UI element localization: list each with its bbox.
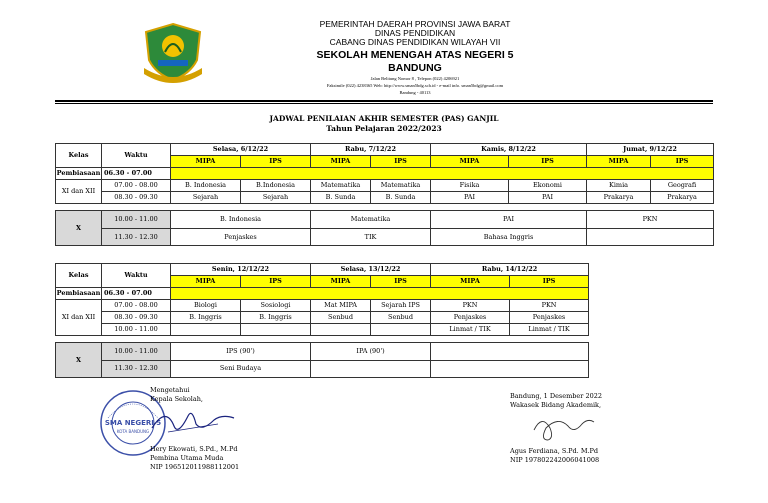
headmaster-rank: Pembina Utama Muda <box>150 454 224 462</box>
subject-cell: Ekonomi <box>509 180 587 192</box>
stream-ips: IPS <box>510 276 589 288</box>
letterhead-divider-thin <box>55 103 713 104</box>
time-cell: 06.30 - 07.00 <box>102 168 171 180</box>
letterhead-contact: Faksimile (022) 4238365 Web: http://www.sman5bdg.sch.id - e-mail info. sman5bdg@gmail.com <box>326 83 504 88</box>
day-header: Selasa, 6/12/22 <box>171 144 311 156</box>
pembiasaan-label: Pembiasaan <box>56 168 102 180</box>
stream-mipa: MIPA <box>171 156 241 168</box>
header-waktu: Waktu <box>102 144 171 168</box>
subject-cell: PAI <box>509 192 587 204</box>
subject-cell: B. Inggris <box>241 312 311 324</box>
subject-cell: Senbud <box>371 312 431 324</box>
stream-mipa: MIPA <box>431 276 510 288</box>
vice-principal-title: Wakasek Bidang Akademik, <box>510 401 602 409</box>
headmaster-name: Hery Ekowati, S.Pd., M.Pd <box>150 445 238 453</box>
subject-cell <box>241 324 311 336</box>
schedule-table-week2 <box>55 263 589 378</box>
subject-cell: Mat MIPA <box>311 300 371 312</box>
headmaster-signature <box>148 402 238 438</box>
time-cell: 11.30 - 12.30 <box>102 229 171 246</box>
time-cell: 08.30 - 09.30 <box>102 192 171 204</box>
subject-cell: IPA (90') <box>311 343 431 361</box>
subject-cell <box>587 229 714 246</box>
day-header: Rabu, 7/12/22 <box>311 144 431 156</box>
subject-cell <box>311 360 431 378</box>
subject-cell <box>431 343 589 361</box>
subject-cell: Sejarah <box>241 192 311 204</box>
subject-cell <box>171 324 241 336</box>
time-cell: 10.00 - 11.00 <box>102 211 171 229</box>
stream-ips: IPS <box>651 156 714 168</box>
time-cell: 08.30 - 09.30 <box>102 312 171 324</box>
subject-cell: B. Indonesia <box>171 211 311 229</box>
letterhead-government: PEMERINTAH DAERAH PROVINSI JAWA BARAT <box>319 19 511 29</box>
day-header: Kamis, 8/12/22 <box>431 144 587 156</box>
acknowledgement-label: Mengetahui <box>150 386 190 394</box>
class-label: X <box>56 211 102 246</box>
stream-ips: IPS <box>241 276 311 288</box>
subject-cell: Bahasa Inggris <box>431 229 587 246</box>
stream-ips: IPS <box>241 156 311 168</box>
left-signatory-block <box>150 445 239 472</box>
subject-cell: B. Indonesia <box>171 180 241 192</box>
subject-cell <box>311 324 371 336</box>
stream-ips: IPS <box>371 276 431 288</box>
west-java-emblem-logo <box>140 22 206 84</box>
subject-cell: IPS (90') <box>171 343 311 361</box>
time-cell: 07.00 - 08.00 <box>102 300 171 312</box>
subject-cell: Linmat / TIK <box>510 324 589 336</box>
right-signature-block <box>510 392 602 410</box>
subject-cell: B. Sunda <box>311 192 371 204</box>
header-waktu: Waktu <box>102 264 171 288</box>
letterhead-branch: CABANG DINAS PENDIDIKAN WILAYAH VII <box>329 37 501 47</box>
letterhead-city: BANDUNG <box>388 62 442 74</box>
header-kelas: Kelas <box>56 264 102 288</box>
subject-cell: Linmat / TIK <box>431 324 510 336</box>
subject-cell <box>431 360 589 378</box>
letterhead-school: SEKOLAH MENENGAH ATAS NEGERI 5 <box>316 49 514 61</box>
subject-cell: Fisika <box>431 180 509 192</box>
letterhead-divider <box>55 100 713 102</box>
subject-cell: Penjaskes <box>510 312 589 324</box>
subject-cell: Senbud <box>311 312 371 324</box>
subject-cell: Geografi <box>651 180 714 192</box>
day-header: Selasa, 13/12/22 <box>311 264 431 276</box>
subject-cell: Prakarya <box>587 192 651 204</box>
subject-cell: Biologi <box>171 300 241 312</box>
subject-cell: Matematika <box>371 180 431 192</box>
time-cell: 06.30 - 07.00 <box>102 288 171 300</box>
svg-text:SMA NEGERI 5: SMA NEGERI 5 <box>104 419 162 427</box>
time-cell: 07.00 - 08.00 <box>102 180 171 192</box>
subject-cell: Seni Budaya <box>171 360 311 378</box>
subject-cell: PKN <box>587 211 714 229</box>
headmaster-title: Kepala Sekolah, <box>150 395 203 403</box>
class-label: X <box>56 343 102 378</box>
document-title: JADWAL PENILAIAN AKHIR SEMESTER (PAS) GANJIL <box>269 114 499 123</box>
subject-cell: Kimia <box>587 180 651 192</box>
day-header: Senin, 12/12/22 <box>171 264 311 276</box>
right-signatory-block <box>510 447 599 465</box>
subject-cell: Sosiologi <box>241 300 311 312</box>
stream-mipa: MIPA <box>171 276 241 288</box>
day-header: Jumat, 9/12/22 <box>587 144 714 156</box>
subject-cell: Sejarah IPS <box>371 300 431 312</box>
letterhead-address: Jalan Belitung Nomor 8 , Telepon (022) 4206921 <box>370 76 460 81</box>
subject-cell: Matematika <box>311 211 431 229</box>
subject-cell: PKN <box>510 300 589 312</box>
subject-cell: Penjaskes <box>431 312 510 324</box>
class-label: XI dan XII <box>56 300 102 336</box>
day-header: Rabu, 14/12/22 <box>431 264 589 276</box>
subject-cell: PKN <box>431 300 510 312</box>
pembiasaan-label: Pembiasaan <box>56 288 102 300</box>
subject-cell: Prakarya <box>651 192 714 204</box>
stream-ips: IPS <box>371 156 431 168</box>
time-cell: 10.00 - 11.00 <box>102 324 171 336</box>
stream-ips: IPS <box>509 156 587 168</box>
stream-mipa: MIPA <box>311 156 371 168</box>
class-label: XI dan XII <box>56 180 102 204</box>
left-signature-block <box>150 386 203 404</box>
headmaster-nip: NIP 196512011988112001 <box>150 463 240 471</box>
subject-cell: PAI <box>431 211 587 229</box>
pembiasaan-bar <box>171 288 589 300</box>
stream-mipa: MIPA <box>431 156 509 168</box>
subject-cell: B.Indonesia <box>241 180 311 192</box>
header-kelas: Kelas <box>56 144 102 168</box>
subject-cell: PAI <box>431 192 509 204</box>
stream-mipa: MIPA <box>311 276 371 288</box>
vice-principal-name: Agus Ferdiana, S.Pd. M.Pd <box>510 447 599 455</box>
academic-year: Tahun Pelajaran 2022/2023 <box>326 124 442 133</box>
letterhead-postal: Bandung - 40113 <box>399 90 431 95</box>
signing-date: Bandung, 1 Desember 2022 <box>510 392 602 400</box>
vice-principal-signature <box>528 410 598 444</box>
vice-principal-nip: NIP 197802242006041008 <box>510 456 600 464</box>
pembiasaan-bar <box>171 168 714 180</box>
subject-cell: B. Inggris <box>171 312 241 324</box>
time-cell: 11.30 - 12.30 <box>102 360 171 378</box>
subject-cell: Matematika <box>311 180 371 192</box>
subject-cell: Sejarah <box>171 192 241 204</box>
subject-cell <box>371 324 431 336</box>
subject-cell: B. Sunda <box>371 192 431 204</box>
time-cell: 10.00 - 11.00 <box>102 343 171 361</box>
letterhead-department: DINAS PENDIDIKAN <box>374 28 456 38</box>
subject-cell: TIK <box>311 229 431 246</box>
svg-text:KOTA BANDUNG: KOTA BANDUNG <box>116 429 150 434</box>
schedule-table-week1 <box>55 143 714 246</box>
stream-mipa: MIPA <box>587 156 651 168</box>
subject-cell: Penjaskes <box>171 229 311 246</box>
